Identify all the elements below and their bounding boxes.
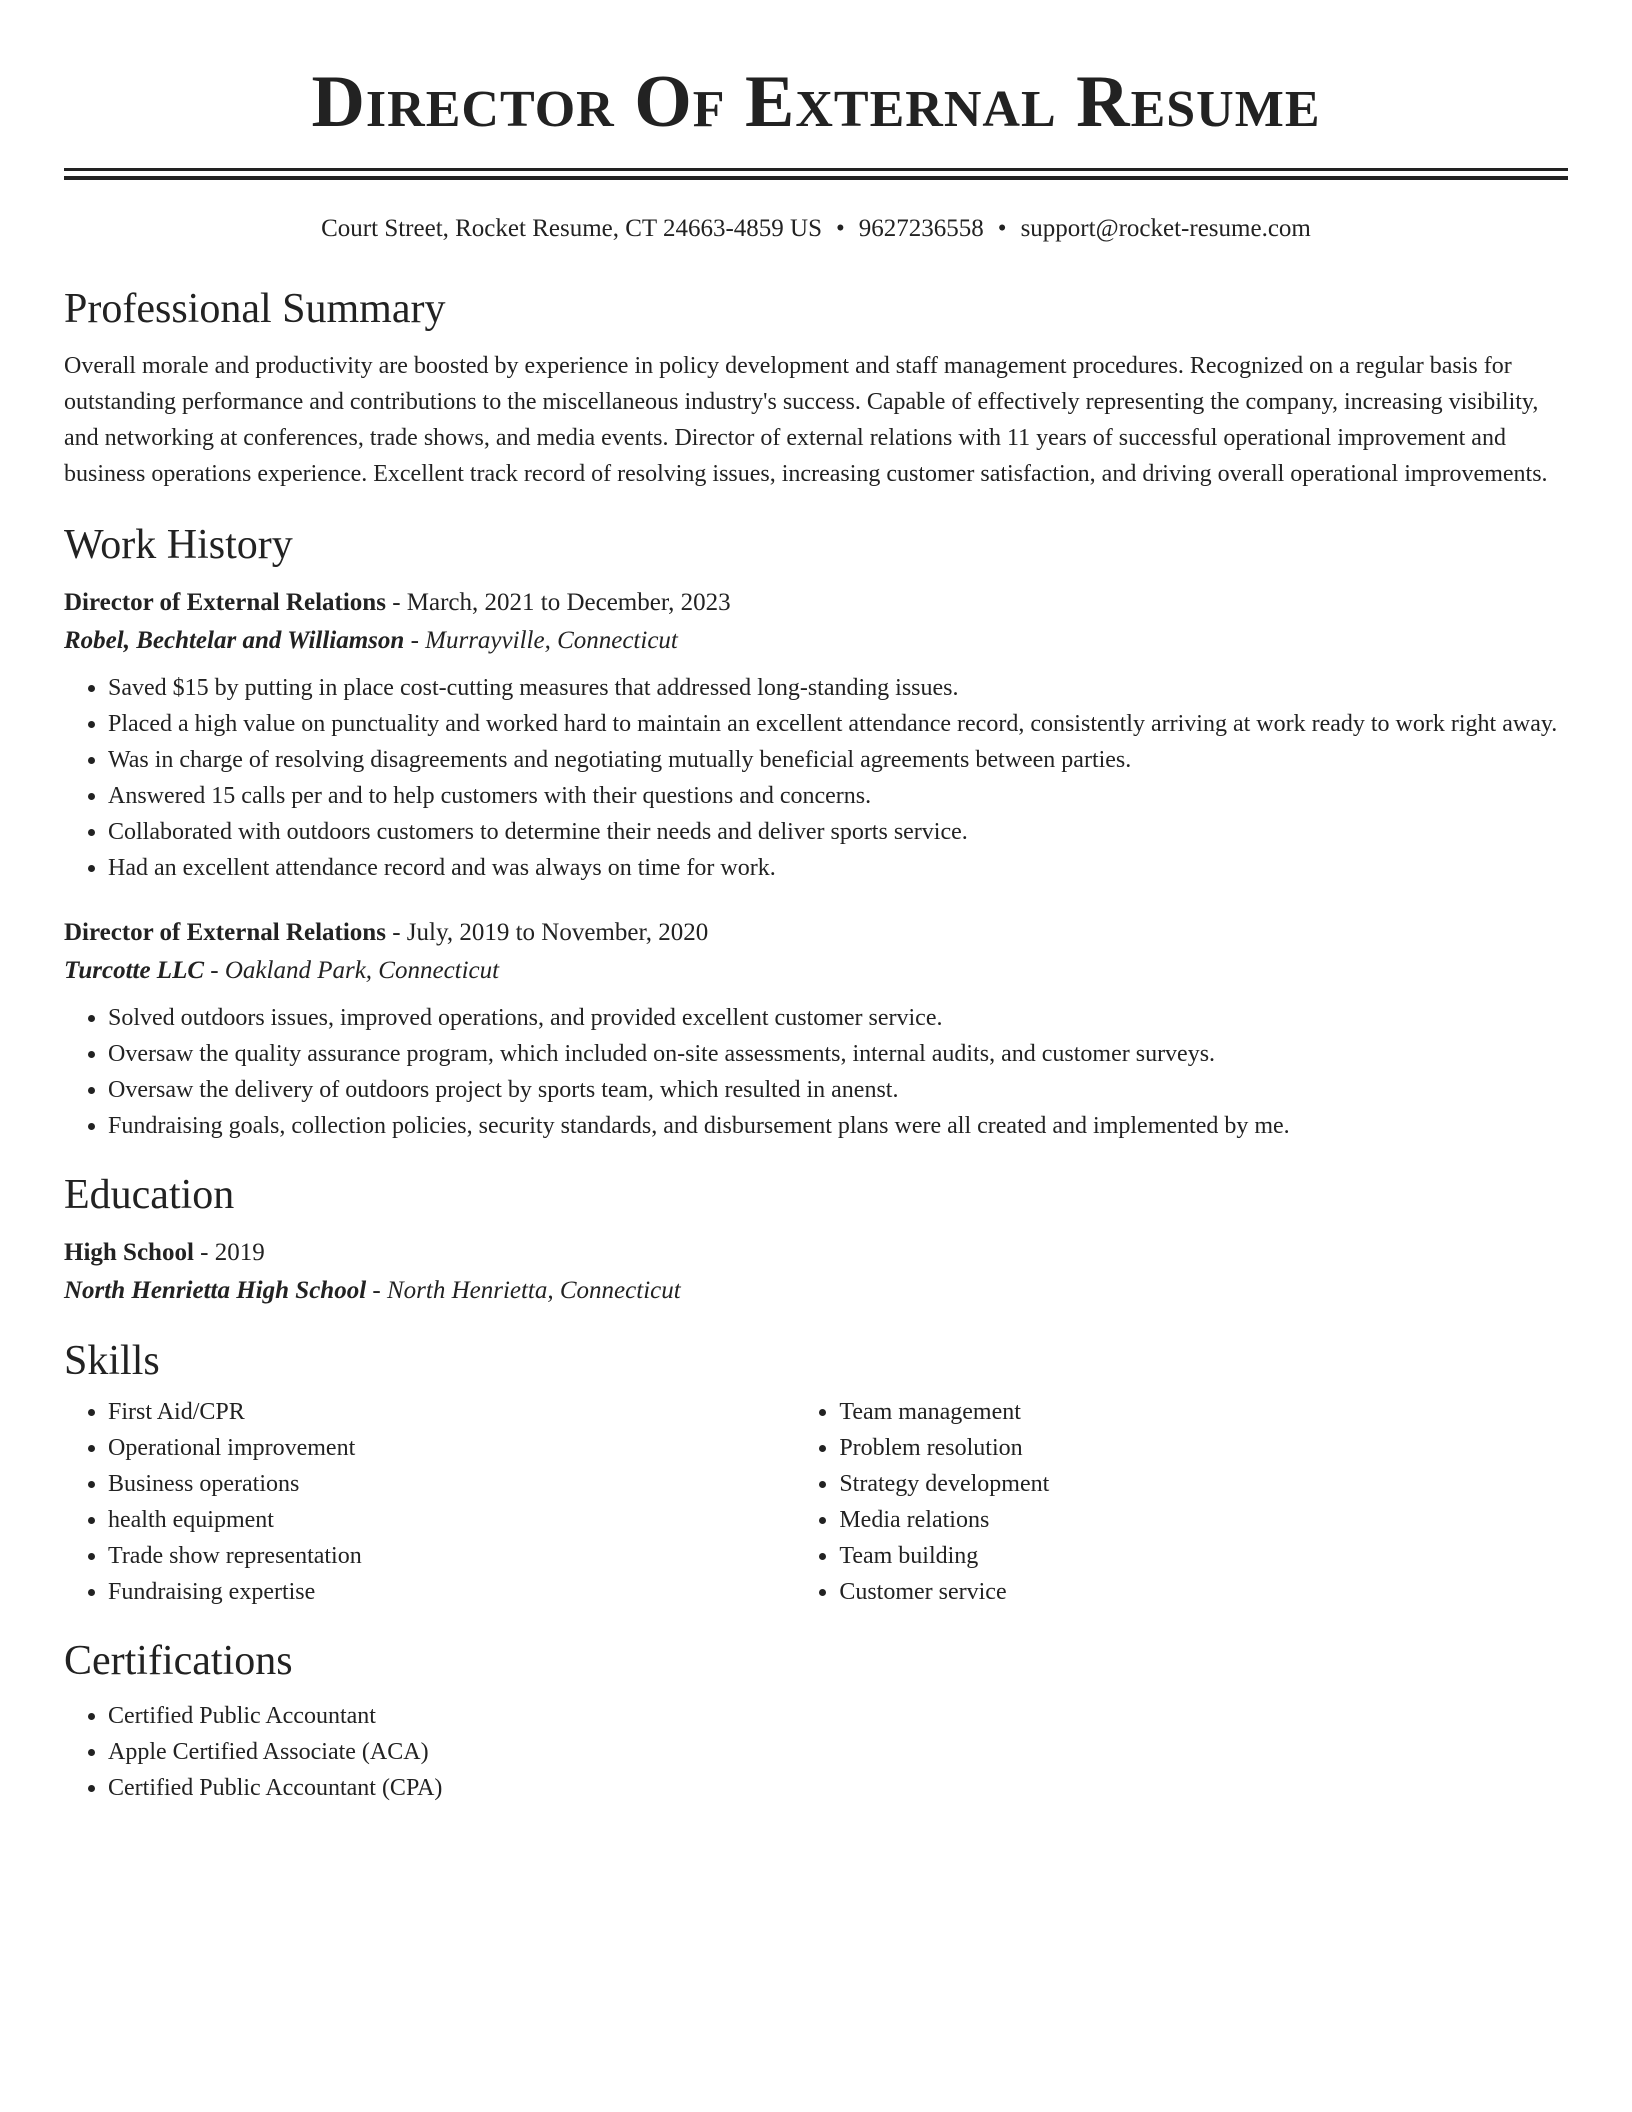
summary-heading: Professional Summary [64, 286, 446, 332]
contact-email: support@rocket-resume.com [1020, 215, 1311, 242]
skill-item: • Team management [839, 1394, 1568, 1430]
skill-item: • Team building [839, 1538, 1568, 1574]
contact-info [64, 214, 1568, 244]
skill-item: • Customer service [839, 1574, 1568, 1610]
skill-item: • Business operations [108, 1466, 795, 1502]
job-bullet: • Collaborated with outdoors customers to determine their needs and deliver sports service. [108, 814, 1568, 850]
job-entry [64, 584, 1568, 886]
job-company: Turcotte LLC [64, 957, 205, 984]
work-history-heading: Work History [64, 522, 293, 568]
education-school: North Henrietta High School [64, 1277, 367, 1304]
job-bullet: • Was in charge of resolving disagreements and negotiating mutually beneficial agreements between parties. [108, 742, 1568, 778]
job-dates: - March, 2021 to December, 2023 [385, 589, 731, 616]
contact-address: Court Street, Rocket Resume, CT 24663-4859 US [321, 215, 823, 242]
job-title-line [64, 914, 1568, 952]
certification-item: • Certified Public Accountant [108, 1698, 1568, 1734]
skill-item: • Fundraising expertise [108, 1574, 795, 1610]
certifications-list [64, 1698, 1568, 1806]
skill-item: • Strategy development [839, 1466, 1568, 1502]
job-bullets [64, 1000, 1568, 1144]
education-degree: High School [64, 1239, 194, 1266]
job-location: - Murrayville, Connecticut [404, 627, 678, 654]
certifications-heading: Certifications [64, 1638, 293, 1684]
resume-title: Director Of External Resume [311, 61, 1321, 143]
summary-text: Overall morale and productivity are boosted by experience in policy development and staff management procedures. Recognized on a regular basis for outstanding performance and contributions to the miscellaneous industry's success. Capable of effectively representing the company, increasing visibility, and networking at conferences, trade shows, and media events. Director of external relations with 11 years of successful operational improvement and business operations experience. Excellent track record of resolving issues, increasing customer satisfaction, and driving overall operational improvements. [64, 353, 1548, 487]
skill-item: • Operational improvement [108, 1430, 795, 1466]
title-divider-top [64, 168, 1568, 171]
contact-phone: 9627236558 [858, 215, 984, 242]
skills-column-right [795, 1394, 1568, 1610]
job-bullet: • Oversaw the delivery of outdoors project by sports team, which resulted in anenst. [108, 1072, 1568, 1108]
job-company-line [64, 622, 1568, 660]
skill-item: • First Aid/CPR [108, 1394, 795, 1430]
job-bullet: • Saved $15 by putting in place cost-cutting measures that addressed long-standing issues. [108, 670, 1568, 706]
title-divider-bottom [64, 176, 1568, 180]
job-title: Director of External Relations [64, 919, 386, 946]
certification-item: • Certified Public Accountant (CPA) [108, 1770, 1568, 1806]
education-degree-line [64, 1234, 1568, 1272]
education-school-line [64, 1272, 1568, 1310]
job-bullets [64, 670, 1568, 886]
job-bullet: • Solved outdoors issues, improved operations, and provided excellent customer service. [108, 1000, 1568, 1036]
job-title: Director of External Relations [64, 589, 386, 616]
job-title-line [64, 584, 1568, 622]
contact-separator: • [997, 215, 1007, 242]
education-year: - 2019 [193, 1239, 265, 1266]
job-company: Robel, Bechtelar and Williamson [64, 627, 405, 654]
job-location: - Oakland Park, Connecticut [204, 957, 500, 984]
contact-separator: • [836, 215, 845, 242]
education-location: - North Henrietta, Connecticut [366, 1277, 681, 1304]
job-bullet: • Answered 15 calls per and to help customers with their questions and concerns. [108, 778, 1568, 814]
education-entry [64, 1234, 1568, 1310]
skills-column-left [64, 1394, 795, 1610]
job-entry [64, 914, 1568, 1144]
skill-item: • health equipment [108, 1502, 795, 1538]
job-bullet: • Fundraising goals, collection policies, security standards, and disbursement plans were all created and implemented by me. [108, 1108, 1568, 1144]
skill-item: • Problem resolution [839, 1430, 1568, 1466]
job-bullet: • Had an excellent attendance record and was always on time for work. [108, 850, 1568, 886]
skills-heading: Skills [64, 1338, 160, 1384]
job-bullet: • Placed a high value on punctuality and worked hard to maintain an excellent attendance record, consistently arriving at work ready to work right away. [108, 706, 1568, 742]
education-heading: Education [64, 1172, 235, 1218]
certification-item: • Apple Certified Associate (ACA) [108, 1734, 1568, 1770]
skill-item: • Trade show representation [108, 1538, 795, 1574]
job-bullet: • Oversaw the quality assurance program, which included on-site assessments, internal audits, and customer surveys. [108, 1036, 1568, 1072]
job-dates: - July, 2019 to November, 2020 [385, 919, 709, 946]
job-company-line [64, 952, 1568, 990]
skills-list [64, 1394, 1568, 1610]
skill-item: • Media relations [839, 1502, 1568, 1538]
